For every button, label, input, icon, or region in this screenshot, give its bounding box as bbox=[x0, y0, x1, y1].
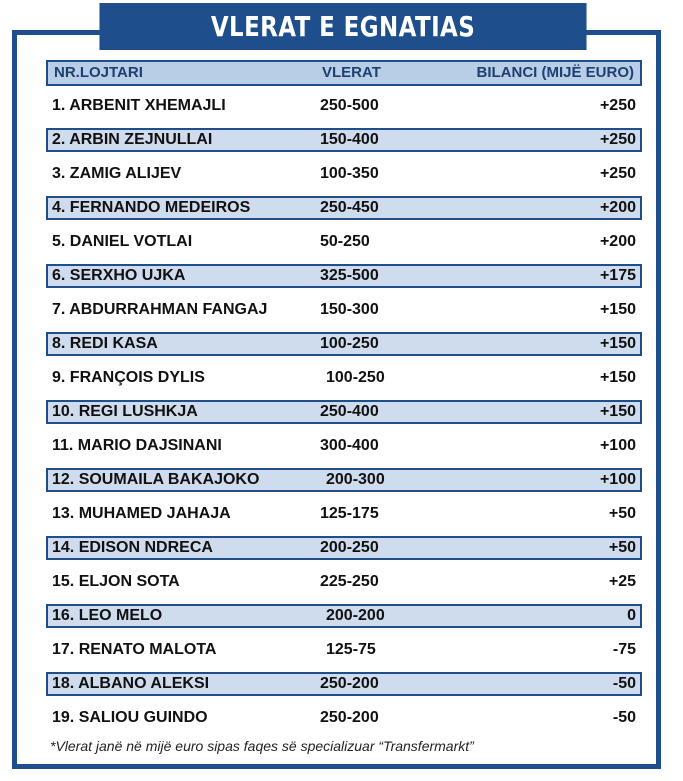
header-balance: BILANCI (MIJË EURO) bbox=[476, 64, 634, 81]
player-balance: -75 bbox=[612, 641, 636, 658]
player-balance: +150 bbox=[599, 301, 636, 318]
player-value: 125-175 bbox=[320, 505, 379, 522]
player-value: 250-400 bbox=[320, 403, 379, 420]
table-title: VLERAT E EGNATIAS bbox=[99, 3, 586, 50]
player-value: 150-300 bbox=[320, 301, 379, 318]
player-name: 2. ARBIN ZEJNULLAI bbox=[52, 131, 213, 148]
header-value: VLERAT bbox=[322, 64, 381, 81]
player-name: 8. REDI KASA bbox=[52, 335, 158, 352]
player-value: 250-200 bbox=[320, 675, 379, 692]
player-name: 4. FERNANDO MEDEIROS bbox=[52, 199, 251, 216]
player-balance: +100 bbox=[599, 471, 636, 488]
player-name: 3. ZAMIG ALIJEV bbox=[52, 165, 182, 182]
player-name: 7. ABDURRAHMAN FANGAJ bbox=[52, 301, 268, 318]
player-balance: +25 bbox=[608, 573, 636, 590]
player-name: 5. DANIEL VOTLAI bbox=[52, 233, 193, 250]
player-balance: +250 bbox=[599, 97, 636, 114]
player-balance: -50 bbox=[612, 675, 636, 692]
player-balance: +200 bbox=[599, 199, 636, 216]
table-row bbox=[46, 196, 642, 220]
table-row bbox=[46, 128, 642, 152]
player-value: 200-250 bbox=[320, 539, 379, 556]
player-balance: +150 bbox=[599, 335, 636, 352]
table-row bbox=[46, 94, 642, 118]
player-name: 14. EDISON NDRECA bbox=[52, 539, 213, 556]
player-value: 50-250 bbox=[320, 233, 370, 250]
player-value: 200-200 bbox=[326, 607, 385, 624]
player-balance: +150 bbox=[599, 369, 636, 386]
player-name: 12. SOUMAILA BAKAJOKO bbox=[52, 471, 260, 488]
player-balance: +200 bbox=[599, 233, 636, 250]
table-row bbox=[46, 536, 642, 560]
player-value: 250-200 bbox=[320, 709, 379, 726]
player-balance: +250 bbox=[599, 165, 636, 182]
table-row bbox=[46, 672, 642, 696]
player-value: 100-250 bbox=[326, 369, 385, 386]
player-name: 13. MUHAMED JAHAJA bbox=[52, 505, 231, 522]
player-value: 100-350 bbox=[320, 165, 379, 182]
player-value: 125-75 bbox=[326, 641, 376, 658]
table-row bbox=[46, 366, 642, 390]
player-value: 300-400 bbox=[320, 437, 379, 454]
player-balance: +100 bbox=[599, 437, 636, 454]
table-row bbox=[46, 230, 642, 254]
table-row bbox=[46, 298, 642, 322]
table-row bbox=[46, 264, 642, 288]
player-name: 11. MARIO DAJSINANI bbox=[52, 437, 222, 454]
player-balance: +50 bbox=[608, 539, 636, 556]
player-name: 18. ALBANO ALEKSI bbox=[52, 675, 210, 692]
player-name: 10. REGI LUSHKJA bbox=[52, 403, 198, 420]
table-row bbox=[46, 706, 642, 730]
player-value: 225-250 bbox=[320, 573, 379, 590]
player-name: 6. SERXHO UJKA bbox=[52, 267, 186, 284]
player-balance: -50 bbox=[612, 709, 636, 726]
table-row bbox=[46, 570, 642, 594]
player-value: 250-450 bbox=[320, 199, 379, 216]
table-row bbox=[46, 468, 642, 492]
header-player: NR.LOJTARI bbox=[54, 64, 143, 81]
player-value: 150-400 bbox=[320, 131, 379, 148]
table-row bbox=[46, 434, 642, 458]
player-balance: 0 bbox=[627, 607, 636, 624]
player-name: 9. FRANÇOIS DYLIS bbox=[52, 369, 205, 386]
table-row bbox=[46, 332, 642, 356]
table-row bbox=[46, 638, 642, 662]
table-row bbox=[46, 162, 642, 186]
table-header bbox=[46, 60, 642, 86]
player-balance: +150 bbox=[599, 403, 636, 420]
player-value: 100-250 bbox=[320, 335, 379, 352]
player-name: 1. ARBENIT XHEMAJLI bbox=[52, 97, 226, 114]
player-balance: +50 bbox=[608, 505, 636, 522]
table-row bbox=[46, 502, 642, 526]
player-balance: +175 bbox=[599, 267, 636, 284]
player-name: 16. LEO MELO bbox=[52, 607, 163, 624]
player-value: 250-500 bbox=[320, 97, 379, 114]
player-value: 200-300 bbox=[326, 471, 385, 488]
player-name: 15. ELJON SOTA bbox=[52, 573, 180, 590]
player-balance: +250 bbox=[599, 131, 636, 148]
player-value: 325-500 bbox=[320, 267, 379, 284]
player-name: 19. SALIOU GUINDO bbox=[52, 709, 208, 726]
table-row bbox=[46, 604, 642, 628]
table-row bbox=[46, 400, 642, 424]
footnote: *Vlerat janë në mijë euro sipas faqes së specializuar “Transfermarkt” bbox=[50, 738, 474, 754]
player-name: 17. RENATO MALOTA bbox=[52, 641, 217, 658]
